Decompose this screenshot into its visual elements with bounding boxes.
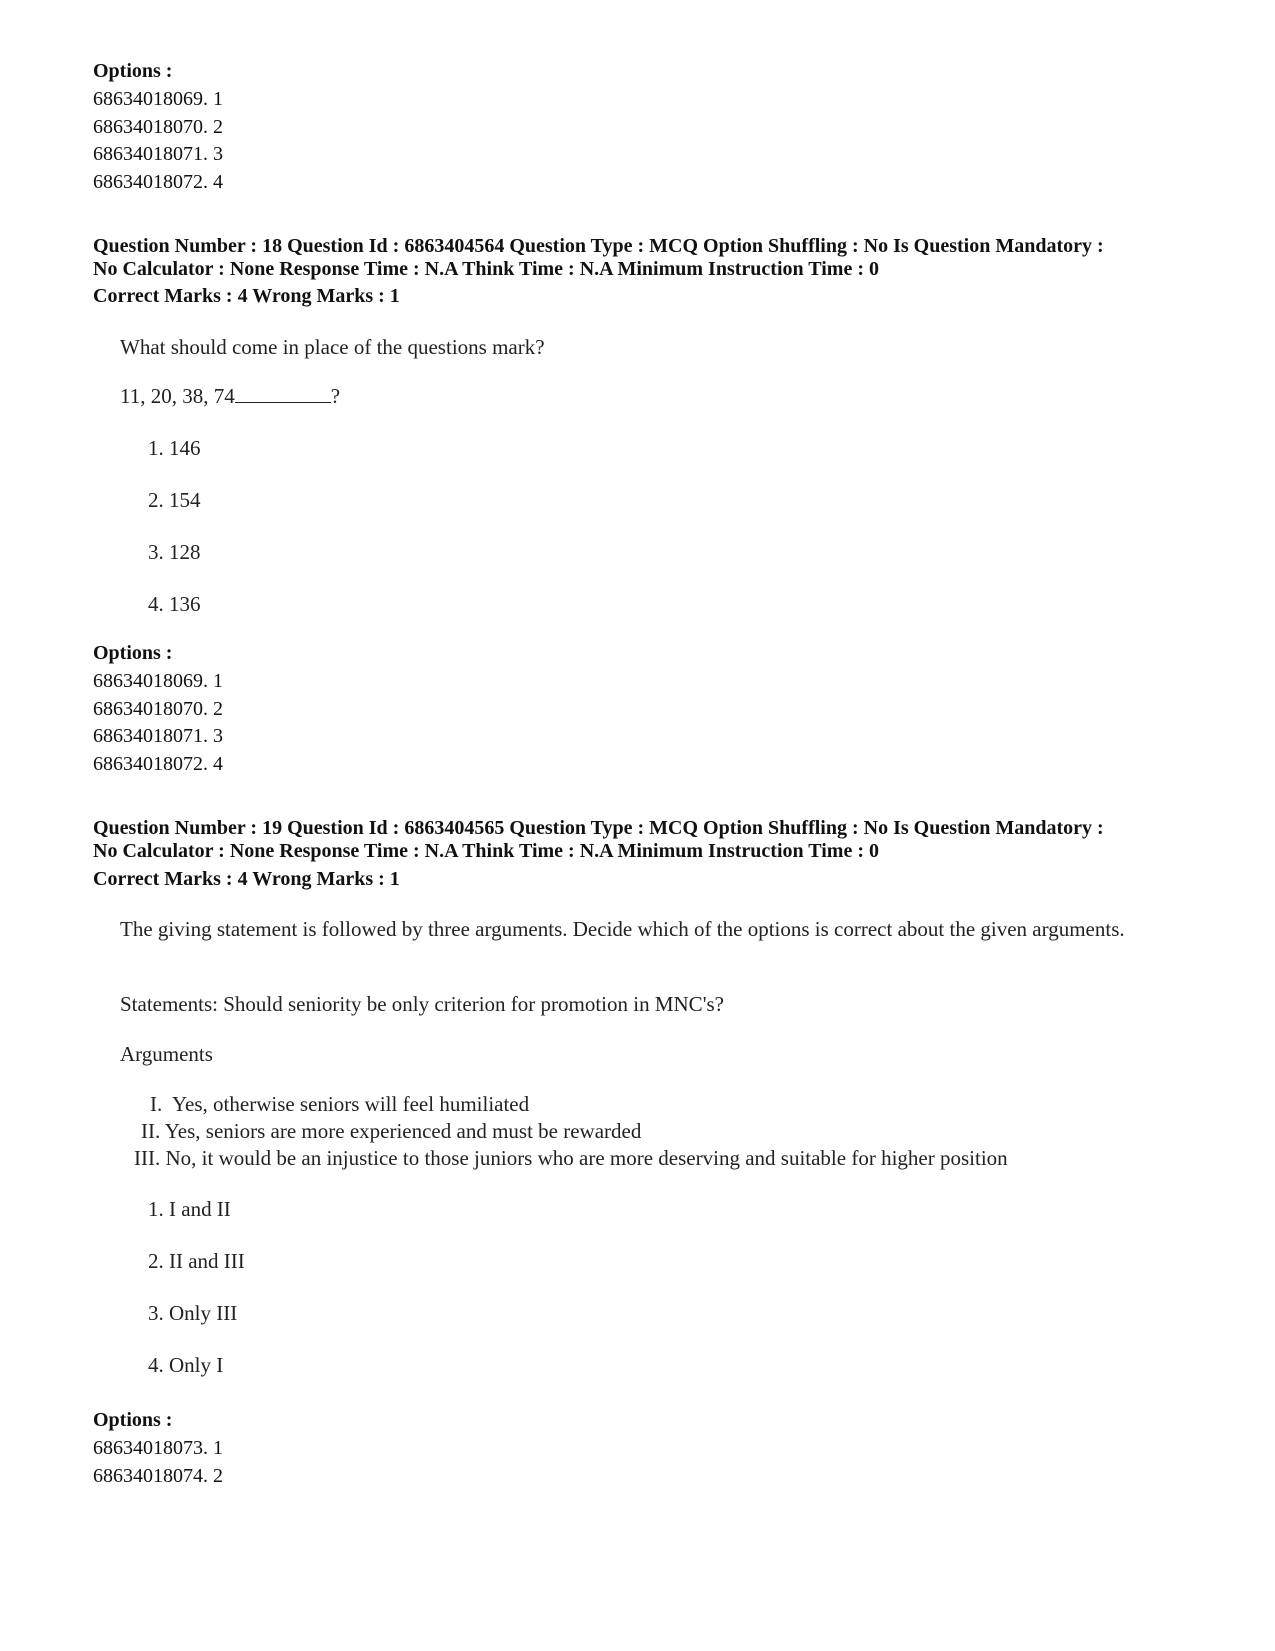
- q19-marks: Correct Marks : 4 Wrong Marks : 1: [93, 868, 400, 890]
- q18-meta-line2: No Calculator : None Response Time : N.A Think Time : N.A Minimum Instruction Time : 0: [93, 258, 879, 280]
- option-id: 68634018074. 2: [93, 1465, 223, 1487]
- option-id: 68634018072. 4: [93, 171, 223, 193]
- q19-choice: 4. Only I: [148, 1353, 224, 1377]
- q19-meta-line2: No Calculator : None Response Time : N.A Think Time : N.A Minimum Instruction Time : 0: [93, 840, 879, 862]
- argument-number: I.: [150, 1092, 163, 1116]
- option-id: 68634018071. 3: [93, 725, 223, 747]
- q19-argument: [141, 1117, 641, 1145]
- option-id: 68634018072. 4: [93, 753, 223, 775]
- option-id: 68634018070. 2: [93, 698, 223, 720]
- q19-choice: 2. II and III: [148, 1249, 245, 1273]
- argument-text: Yes, seniors are more experienced and must be rewarded: [164, 1119, 642, 1143]
- q19-argument: [150, 1090, 529, 1118]
- q18-series: [120, 382, 340, 410]
- option-id: 68634018073. 1: [93, 1437, 223, 1459]
- q18-marks: Correct Marks : 4 Wrong Marks : 1: [93, 285, 400, 307]
- argument-number: II.: [141, 1119, 161, 1143]
- q19-meta-line1: Question Number : 19 Question Id : 6863404565 Question Type : MCQ Option Shuffling : No Is Question Mandatory :: [93, 817, 1104, 839]
- q18-options-heading: Options :: [93, 642, 173, 664]
- q19-argument: [134, 1144, 1008, 1172]
- q19-statement: Statements: Should seniority be only criterion for promotion in MNC's?: [120, 992, 724, 1016]
- option-id: 68634018070. 2: [93, 116, 223, 138]
- q19-arguments-heading: Arguments: [120, 1042, 213, 1066]
- argument-number: III.: [134, 1146, 161, 1170]
- q19-prompt: The giving statement is followed by three arguments. Decide which of the options is correct about the given arguments.: [120, 917, 1125, 941]
- q18-choice: 2. 154: [148, 488, 201, 512]
- q18-series-values: 11, 20, 38, 74: [120, 384, 235, 408]
- q18-choice: 3. 128: [148, 540, 201, 564]
- q19-choice: 3. Only III: [148, 1301, 238, 1325]
- option-id: 68634018069. 1: [93, 670, 223, 692]
- options-heading: Options :: [93, 60, 173, 82]
- answer-blank: [235, 384, 331, 403]
- argument-text: No, it would be an injustice to those juniors who are more deserving and suitable for higher position: [165, 1146, 1008, 1170]
- option-id: 68634018071. 3: [93, 143, 223, 165]
- q19-options-heading: Options :: [93, 1409, 173, 1431]
- q19-choice: 1. I and II: [148, 1197, 231, 1221]
- q18-series-end: ?: [330, 384, 341, 408]
- q18-choice: 4. 136: [148, 592, 201, 616]
- q18-prompt: What should come in place of the questions mark?: [120, 335, 545, 359]
- q18-meta-line1: Question Number : 18 Question Id : 6863404564 Question Type : MCQ Option Shuffling : No Is Question Mandatory :: [93, 235, 1104, 257]
- q18-choice: 1. 146: [148, 436, 201, 460]
- argument-text: Yes, otherwise seniors will feel humiliated: [171, 1092, 530, 1116]
- option-id: 68634018069. 1: [93, 88, 223, 110]
